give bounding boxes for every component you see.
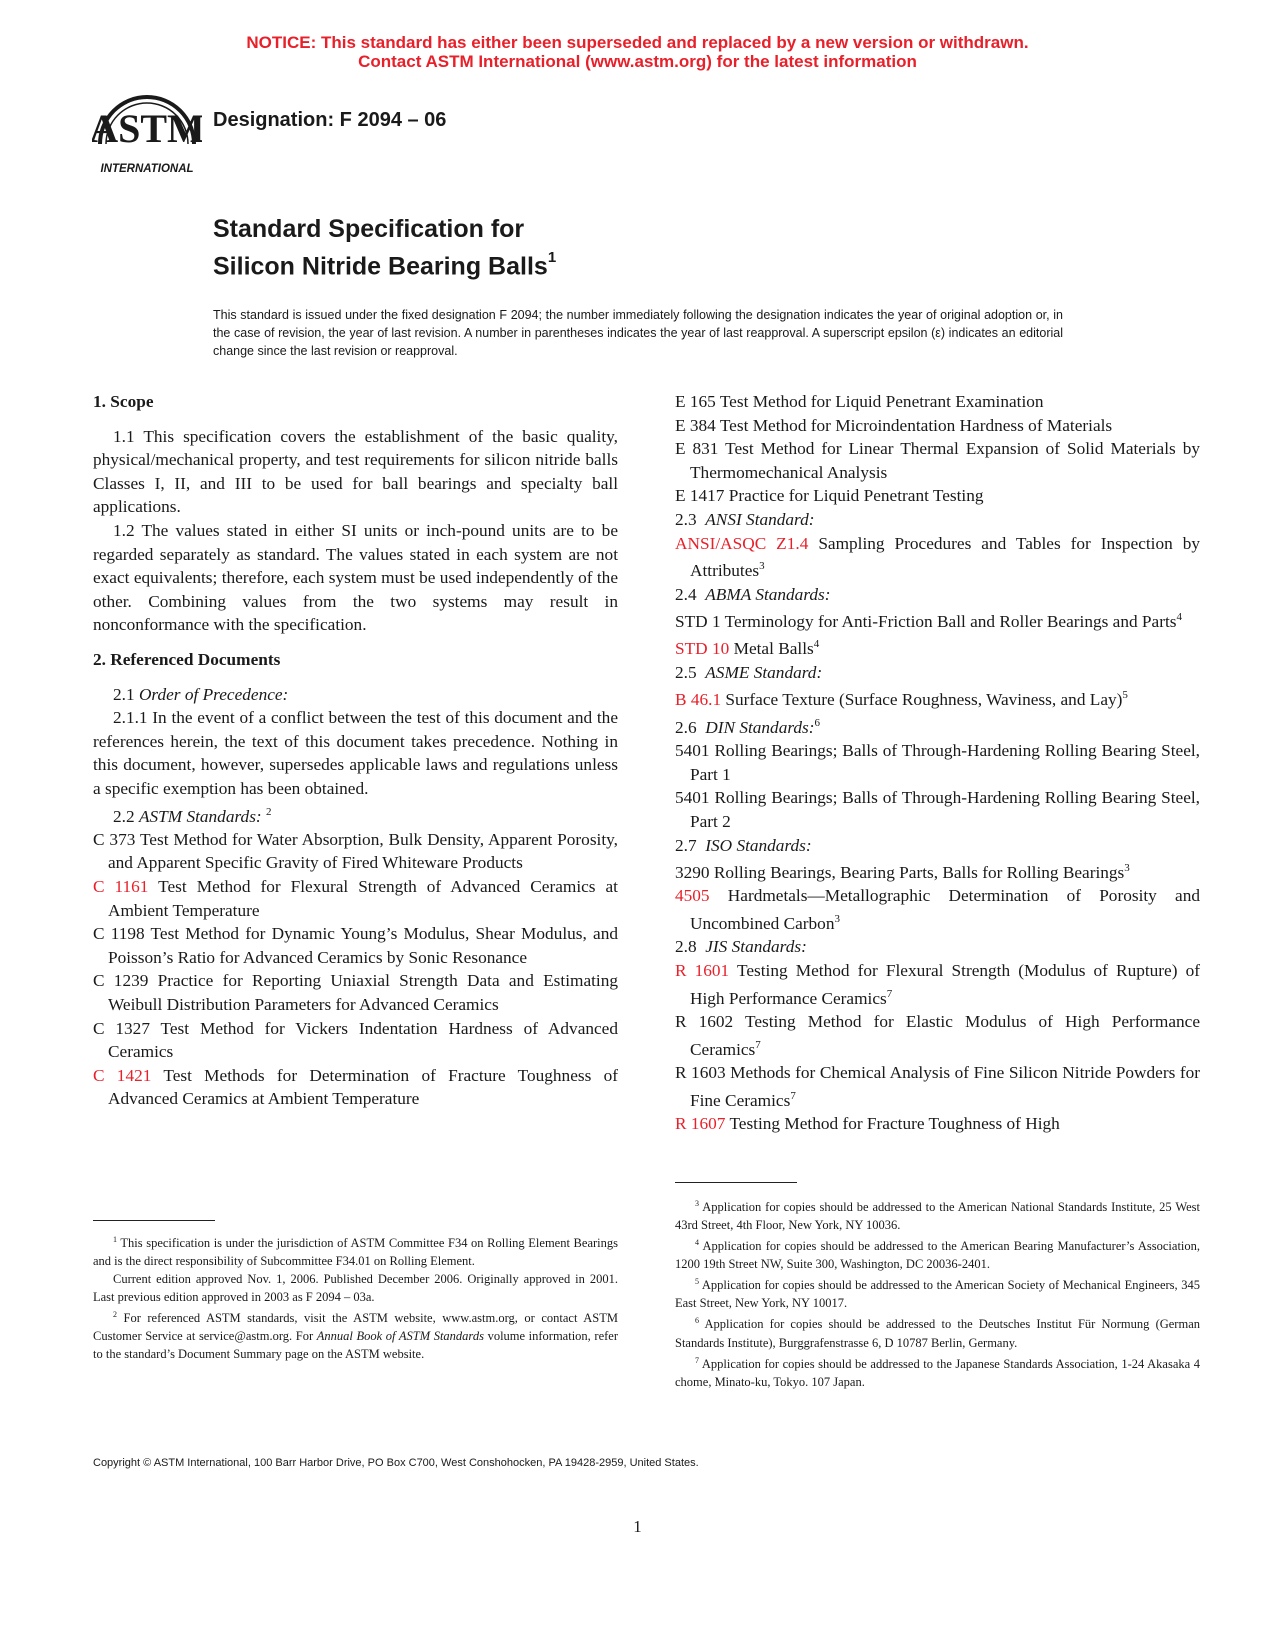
footnote-ref-3[interactable]: 3 bbox=[759, 560, 765, 573]
footnote-ref-4[interactable]: 4 bbox=[813, 638, 820, 651]
footnote-1 bbox=[93, 1231, 618, 1270]
paragraph-2-2 bbox=[93, 801, 618, 828]
num-2-6: 2.6 bbox=[675, 717, 697, 737]
section-2-6 bbox=[675, 712, 1200, 739]
ref-e1417 bbox=[675, 484, 1200, 508]
paragraph-1-2: 1.2 The values stated in either SI units or inch-pound units are to be regarded separately as standard. The values stated in each system are not exact equivalents; therefore, each system must be used independently of the other. Combining values from the two systems may result in nonconformance with the specification. bbox=[93, 520, 618, 635]
designation: Designation: F 2094 – 06 bbox=[213, 109, 447, 131]
ref-r1607 bbox=[675, 1112, 1200, 1136]
ref-title: Test Method for Vickers Indentation Hardness of Advanced Ceramics bbox=[108, 1018, 618, 1062]
ref-title: Hardmetals—Metallographic Determination of Porosity and Uncombined Carbon bbox=[690, 886, 1200, 933]
ref-code-link[interactable]: STD 10 bbox=[675, 639, 730, 659]
page-title bbox=[213, 214, 556, 282]
ref-e831 bbox=[675, 437, 1200, 484]
section-heading-referenced-documents: 2. Referenced Documents bbox=[93, 649, 281, 669]
ref-title: Methods for Chemical Analysis of Fine Silicon Nitride Powders for Fine Ceramics bbox=[690, 1062, 1200, 1110]
num-2-7: 2.7 bbox=[675, 835, 697, 855]
section-2-3 bbox=[675, 508, 1200, 532]
ref-code: C 1239 bbox=[93, 971, 149, 991]
footnote-5-marker: 5 bbox=[695, 1277, 699, 1287]
label-ansi: ANSI Standard: bbox=[705, 509, 815, 529]
ref-r1601 bbox=[675, 959, 1200, 1010]
section-2-4 bbox=[675, 583, 1200, 607]
ref-code-link[interactable]: R 1601 bbox=[675, 961, 730, 981]
notice-banner bbox=[0, 33, 1275, 71]
footnote-6 bbox=[675, 1312, 1200, 1351]
title-line-2 bbox=[213, 245, 556, 282]
ref-title: Metal Balls bbox=[733, 639, 814, 659]
num-2-2: 2.2 bbox=[113, 806, 135, 826]
footnote-ref-4[interactable]: 4 bbox=[1176, 611, 1182, 624]
ref-code-link[interactable]: B 46.1 bbox=[675, 690, 722, 710]
ref-code-link[interactable]: C 1421 bbox=[93, 1065, 152, 1085]
ref-c1239 bbox=[93, 969, 618, 1016]
ref-c1198 bbox=[93, 922, 618, 969]
footnote-4-text: Application for copies should be addressed to the American Bearing Manufacturer’s Association, 1200 19th Street NW, Suite 300, Washington, DC 20036-2401. bbox=[675, 1239, 1201, 1272]
ref-code: E 384 bbox=[675, 415, 716, 435]
ref-code: 5401 bbox=[675, 788, 710, 808]
ref-title: Testing Method for Elastic Modulus of High Performance Ceramics bbox=[690, 1011, 1200, 1059]
footnote-3 bbox=[675, 1195, 1200, 1234]
label-astm-standards: ASTM Standards: bbox=[138, 806, 262, 826]
ref-code: C 1327 bbox=[93, 1018, 150, 1038]
ref-title: Testing Method for Flexural Strength (Modulus of Rupture) of High Performance Ceramics bbox=[690, 961, 1200, 1008]
label-asme: ASME Standard: bbox=[705, 662, 823, 682]
section-2-5 bbox=[675, 661, 1200, 685]
footnote-3-text: Application for copies should be addressed to the American National Standards Institute, 25 West 43rd Street, 4th Floor, New York, NY 10036. bbox=[675, 1200, 1201, 1233]
intro-note: This standard is issued under the fixed designation F 2094; the number immediately following the designation indicates the year of original adoption or, in the case of revision, the year of last revision. A number in parentheses indicates the year of last reapproval. A superscript epsilon (ε) indicates an editorial change since the last revision or reapproval. bbox=[213, 308, 1063, 358]
title-footnote-ref[interactable]: 1 bbox=[547, 249, 557, 266]
ref-title: Test Method for Water Absorption, Bulk Density, Apparent Porosity, and Apparent Specific Gravity of Fired Whiteware Products bbox=[108, 829, 618, 873]
ref-title: Rolling Bearings; Balls of Through-Hardening Rolling Bearing Steel, Part 2 bbox=[690, 788, 1200, 831]
footnote-ref-7[interactable]: 7 bbox=[755, 1038, 761, 1051]
paragraph-2-1 bbox=[93, 683, 618, 707]
ref-code: E 1417 bbox=[675, 486, 725, 506]
label-jis: JIS Standards: bbox=[705, 937, 807, 957]
footnote-2-marker: 2 bbox=[113, 1310, 117, 1320]
ref-title: Test Method for Dynamic Young’s Modulus, Shear Modulus, and Poisson’s Ratio for Advanced Ceramics by Sonic Resonance bbox=[108, 924, 618, 967]
footnote-2-text-a: For referenced ASTM standards, visit the ASTM website, www.astm.org, or contact ASTM Customer Service at service@astm.org. For bbox=[93, 1311, 618, 1344]
ref-code-link[interactable]: C 1161 bbox=[93, 877, 149, 897]
astm-logo bbox=[92, 86, 202, 182]
ref-title: Test Methods for Determination of Fracture Toughness of Advanced Ceramics at Ambient Temperature bbox=[108, 1065, 618, 1109]
ref-code-link[interactable]: R 1607 bbox=[675, 1113, 726, 1133]
paragraph-1-1: 1.1 This specification covers the establishment of the basic quality, physical/mechanical property, and test requirements for silicon nitride balls Classes I, II, and III to be used for ball bearings and specialty ball applications. bbox=[93, 426, 618, 517]
ref-code: 5401 bbox=[675, 741, 710, 761]
footnote-7-marker: 7 bbox=[695, 1355, 699, 1365]
num-2-1: 2.1 bbox=[113, 684, 135, 704]
ref-b461 bbox=[675, 684, 1200, 711]
notice-line-1: NOTICE: This standard has either been superseded and replaced by a new version or withdrawn. bbox=[246, 33, 1029, 52]
title-line-1: Standard Specification for bbox=[213, 215, 525, 243]
paragraph-2-1-1: 2.1.1 In the event of a conflict between the test of this document and the references herein, the text of this document takes precedence. Nothing in this document, however, supersedes applicable laws and regulations unless a specific exemption has been obtained. bbox=[93, 708, 618, 798]
footnote-2 bbox=[93, 1306, 618, 1363]
ref-code: E 165 bbox=[675, 392, 716, 411]
ref-code: STD 1 bbox=[675, 611, 721, 631]
section-heading-scope: 1. Scope bbox=[93, 392, 154, 411]
notice-line-2: Contact ASTM International (www.astm.org) for the latest information bbox=[358, 52, 917, 71]
ref-code-link[interactable]: 4505 bbox=[675, 886, 710, 906]
label-iso: ISO Standards: bbox=[705, 835, 812, 855]
title-line-2-text: Silicon Nitride Bearing Balls bbox=[213, 252, 548, 281]
ref-r1602 bbox=[675, 1010, 1200, 1061]
footnote-ref-3[interactable]: 3 bbox=[834, 913, 840, 926]
page-number: 1 bbox=[633, 1517, 642, 1536]
ref-c1161 bbox=[93, 875, 618, 922]
logo-letters: ASTM bbox=[92, 106, 202, 151]
ref-code: 3290 bbox=[675, 862, 710, 882]
logo-international: INTERNATIONAL bbox=[100, 163, 194, 175]
ref-title: Testing Method for Fracture Toughness of High bbox=[729, 1113, 1060, 1133]
footnote-ref-7[interactable]: 7 bbox=[790, 1089, 796, 1102]
ref-title: Sampling Procedures and Tables for Inspection by Attributes bbox=[690, 533, 1200, 580]
footnote-ref-6[interactable]: 6 bbox=[814, 716, 821, 729]
footnote-ref-7[interactable]: 7 bbox=[886, 987, 893, 1000]
footnote-7 bbox=[675, 1352, 1200, 1391]
ref-din-1 bbox=[675, 739, 1200, 786]
ref-code-link[interactable]: ANSI/ASQC Z1.4 bbox=[675, 533, 809, 553]
label-din: DIN Standards: bbox=[705, 717, 815, 737]
right-column bbox=[675, 390, 1200, 1135]
footnote-2-italic: Annual Book of ASTM Standards bbox=[316, 1329, 484, 1344]
ref-title: Surface Texture (Surface Roughness, Waviness, and Lay) bbox=[725, 690, 1123, 710]
num-2-4: 2.4 bbox=[675, 584, 697, 604]
ref-title: Rolling Bearings; Balls of Through-Hardening Rolling Bearing Steel, Part 1 bbox=[690, 741, 1200, 784]
ref-din-2 bbox=[675, 786, 1200, 833]
section-2-8 bbox=[675, 935, 1200, 959]
ref-ansi bbox=[675, 532, 1200, 583]
ref-c1327 bbox=[93, 1017, 618, 1064]
footnote-1b: Current edition approved Nov. 1, 2006. Published December 2006. Originally approved in 2001. Last previous edition approved in 2003 as F 2094 – 03a. bbox=[93, 1272, 618, 1305]
num-2-3: 2.3 bbox=[675, 509, 697, 529]
left-column bbox=[93, 390, 618, 1111]
num-2-8: 2.8 bbox=[675, 937, 697, 957]
ref-e165 bbox=[675, 390, 1200, 414]
ref-title: Practice for Liquid Penetrant Testing bbox=[728, 486, 984, 506]
footnote-ref-3[interactable]: 3 bbox=[1124, 862, 1130, 875]
ref-iso-3290 bbox=[675, 857, 1200, 884]
astm-logo-icon bbox=[92, 86, 202, 182]
footnote-7-text: Application for copies should be addressed to the Japanese Standards Association, 1-24 Akasaka 4 chome, Minato-ku, Tokyo. 107 Japan. bbox=[675, 1356, 1201, 1389]
footnote-divider-right bbox=[675, 1182, 797, 1183]
footnote-ref-2[interactable]: 2 bbox=[266, 805, 272, 818]
label-order-of-precedence: Order of Precedence: bbox=[138, 684, 289, 704]
ref-title: Rolling Bearings, Bearing Parts, Balls for Rolling Bearings bbox=[713, 862, 1125, 882]
ref-std10 bbox=[675, 633, 1200, 660]
ref-c373 bbox=[93, 828, 618, 875]
label-abma: ABMA Standards: bbox=[705, 584, 831, 604]
ref-std1 bbox=[675, 606, 1200, 633]
ref-iso-4505 bbox=[675, 884, 1200, 935]
footnote-3-marker: 3 bbox=[695, 1199, 699, 1208]
ref-code: C 1198 bbox=[93, 924, 145, 944]
footnote-1-marker: 1 bbox=[113, 1235, 117, 1244]
ref-title: Test Method for Liquid Penetrant Examination bbox=[719, 392, 1044, 411]
ref-e384 bbox=[675, 414, 1200, 438]
footnote-divider-left bbox=[93, 1220, 215, 1221]
ref-code: C 373 bbox=[93, 829, 136, 849]
ref-title: Terminology for Anti-Friction Ball and Roller Bearings and Parts bbox=[724, 611, 1177, 631]
ref-r1603 bbox=[675, 1061, 1200, 1112]
ref-title: Test Method for Linear Thermal Expansion of Solid Materials by Thermomechanical Analysis bbox=[690, 439, 1200, 482]
footnote-1-text: This specification is under the jurisdiction of ASTM Committee F34 on Rolling Element Bearings and is the direct responsibility of Subcommittee F34.01 on Rolling Element. bbox=[93, 1236, 618, 1269]
footnote-5 bbox=[675, 1273, 1200, 1312]
footnote-4-marker: 4 bbox=[695, 1238, 699, 1248]
num-2-5: 2.5 bbox=[675, 662, 697, 682]
ref-title: Test Method for Flexural Strength of Advanced Ceramics at Ambient Temperature bbox=[108, 877, 618, 920]
footnote-6-marker: 6 bbox=[695, 1316, 699, 1326]
footnote-6-text: Application for copies should be addressed to the Deutsches Institut Für Normung (German Standards Institute), Burggrafenstrasse 6, D 10787 Berlin, Germany. bbox=[675, 1317, 1200, 1350]
ref-code: R 1602 bbox=[675, 1011, 734, 1031]
copyright-line: Copyright © ASTM International, 100 Barr Harbor Drive, PO Box C700, West Conshohocken, PA 19428-2959, United States. bbox=[93, 1457, 699, 1469]
ref-title: Test Method for Microindentation Hardness of Materials bbox=[719, 415, 1113, 435]
footnote-2-text-b: volume information, refer to the standard’s Document Summary page on the ASTM website. bbox=[93, 1329, 618, 1362]
footnotes-right bbox=[675, 1195, 1200, 1391]
footnote-5-text: Application for copies should be addressed to the American Society of Mechanical Engineers, 345 East Street, New York, NY 10017. bbox=[675, 1278, 1200, 1311]
ref-c1421 bbox=[93, 1064, 618, 1111]
footnote-ref-5[interactable]: 5 bbox=[1122, 689, 1128, 702]
footnote-4 bbox=[675, 1234, 1200, 1273]
ref-code: E 831 bbox=[675, 439, 719, 459]
ref-title: Practice for Reporting Uniaxial Strength Data and Estimating Weibull Distribution Parameters for Advanced Ceramics bbox=[108, 971, 618, 1015]
section-2-7 bbox=[675, 834, 1200, 858]
footnotes-left bbox=[93, 1231, 618, 1363]
ref-code: R 1603 bbox=[675, 1062, 726, 1082]
